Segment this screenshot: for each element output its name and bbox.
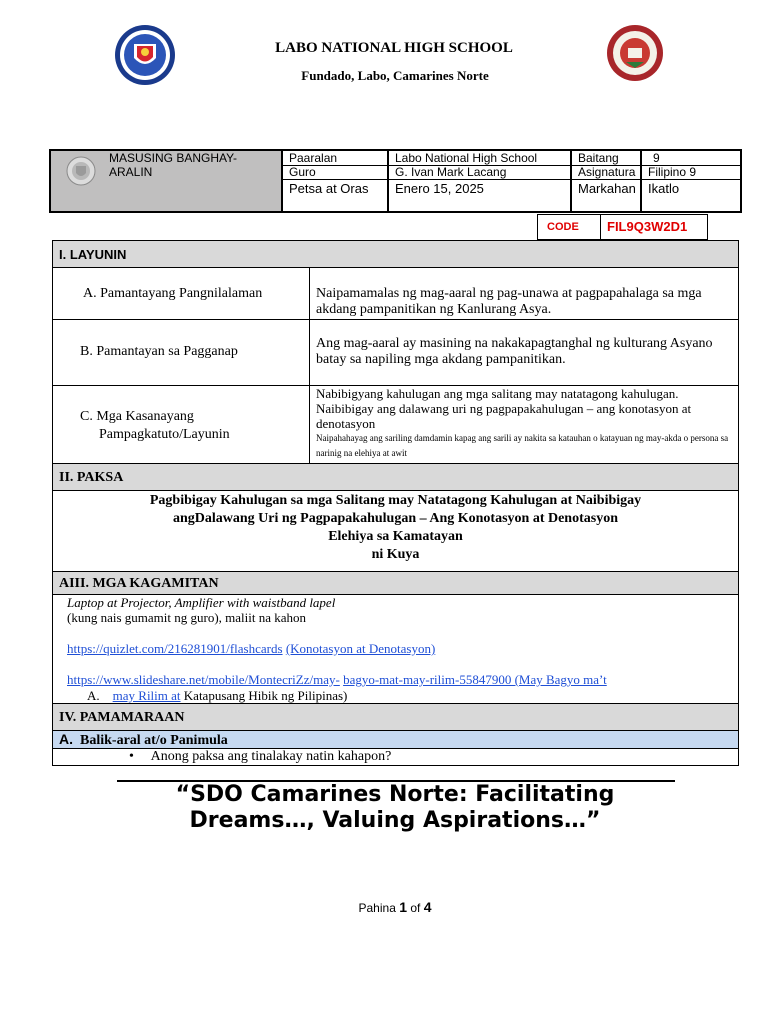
bullet-icon: • (129, 749, 134, 764)
pamamaraan-heading: IV. PAMAMARAAN (53, 704, 738, 731)
layunin-c-text-1: Nabibigyang kahulugan ang mga salitang may natatagong kahulugan. (316, 386, 679, 401)
slideshare-link-b[interactable]: bagyo-mat-may-rilim-55847900 (May Bagyo ma’t (343, 672, 607, 687)
balik-aral-question: Anong paksa ang tinalakay natin kahapon? (150, 749, 392, 764)
layunin-c-text (316, 386, 736, 461)
balik-aral-marker: A. (59, 731, 73, 747)
markahan-label: Markahan (578, 181, 636, 196)
baitang-value: 9 (653, 151, 660, 165)
paaralan-label: Paaralan (289, 151, 338, 165)
page-prefix: Pahina (358, 901, 400, 915)
layunin-c-text-3: Naipahahayag ang sariling damdamin kapag ang sarili ay nakita sa katauhan o katayuan ng may-akda o persona sa narinig na elehiya at awit (316, 433, 729, 458)
page-number (0, 899, 768, 915)
petsa-value: Enero 15, 2025 (395, 181, 484, 196)
layunin-c-label (53, 408, 336, 444)
motto-line-2: Dreams…, Valuing Aspirations…” (189, 808, 601, 833)
school-name: LABO NATIONAL HIGH SCHOOL (275, 40, 513, 56)
page-total: 4 (423, 899, 432, 915)
balik-aral-heading (53, 731, 738, 749)
guro-label: Guro (289, 165, 316, 179)
school-seal-icon (604, 24, 666, 82)
layunin-heading: I. LAYUNIN (53, 241, 738, 268)
layunin-c-label-line2: Pampagkatuto/Layunin (99, 427, 230, 442)
paksa-line-1: Pagbibigay Kahulugan sa mga Salitang may Natatagong Kahulugan at Naibibigay (149, 493, 642, 508)
lesson-plan-table (52, 240, 739, 766)
markahan-value: Ikatlo (648, 181, 680, 196)
paksa-content (53, 492, 738, 564)
deped-logo-icon (61, 155, 101, 187)
paaralan-value: Labo National High School (395, 151, 538, 165)
slideshare-link-c[interactable]: may Rilim at (112, 688, 181, 703)
layunin-a-label: A. Pamantayang Pangnilalaman (83, 286, 263, 301)
list-marker-a: A. (87, 688, 100, 703)
page-of: of (407, 901, 424, 915)
balik-aral-bullet (129, 749, 391, 764)
school-address: Fundado, Labo, Camarines Norte (301, 68, 489, 83)
motto-line-1: “SDO Camarines Norte: Facilitating (175, 782, 615, 807)
kagamitan-list-item-a (87, 688, 347, 703)
paksa-line-3: Elehiya sa Kamatayan (328, 529, 463, 544)
kagamitan-line-tail: Katapusang Hibik ng Pilipinas) (180, 688, 348, 703)
petsa-label: Petsa at Oras (289, 181, 369, 196)
kagamitan-line-1: Laptop at Projector, Amplifier with waistband lapel (67, 595, 336, 610)
layunin-c-text-2: Naibibigay ang dalawang uri ng pagpapakahulugan – ang konotasyon at denotasyon (316, 401, 692, 431)
baitang-label: Baitang (578, 151, 619, 165)
asignatura-label: Asignatura (578, 165, 636, 179)
kagamitan-line-2: (kung nais gumamit ng guro), maliit na kahon (67, 610, 307, 625)
code-label: CODE (537, 214, 601, 240)
balik-aral-title: Balik-aral at/o Panimula (80, 733, 228, 748)
layunin-a-text: Naipamamalas ng mag-aaral ng pag-unawa at pagpapahalaga sa mga akdang pampanitikan ng Kanlurang Asya. (316, 286, 702, 317)
page-current: 1 (399, 899, 407, 915)
lesson-title-cell (51, 151, 283, 211)
kagamitan-link-row-1 (67, 641, 435, 656)
quizlet-link[interactable]: https://quizlet.com/216281901/flashcards (67, 641, 283, 656)
paksa-heading: II. PAKSA (53, 464, 738, 491)
paksa-line-4: ni Kuya (371, 547, 420, 562)
kagamitan-heading: AIII. MGA KAGAMITAN (53, 572, 738, 595)
layunin-b-text: Ang mag-aaral ay masining na nakakapagtanghal ng kulturang Asyano batay sa napiling mga akdang pampanitikan. (316, 336, 713, 367)
layunin-c-label-line1: C. Mga Kasanayang (80, 409, 194, 424)
code-value: FIL9Q3W2D1 (600, 214, 708, 240)
lesson-info-table (49, 149, 742, 213)
division-motto (0, 782, 768, 834)
kagamitan-link-row-2 (67, 672, 607, 687)
layunin-b-label: B. Pamantayan sa Pagganap (80, 344, 238, 359)
slideshare-link-a[interactable]: https://www.slideshare.net/mobile/MontecriZz/may- (67, 672, 340, 687)
quizlet-link-note[interactable]: (Konotasyon at Denotasyon) (285, 641, 436, 656)
paksa-line-2: angDalawang Uri ng Pagpapakahulugan – Ang Konotasyon at Denotasyon (173, 511, 618, 526)
asignatura-value: Filipino 9 (648, 165, 697, 179)
lesson-info-grid (283, 151, 740, 211)
lesson-plan-title: MASUSING BANGHAY-ARALIN (109, 151, 238, 179)
guro-value: G. Ivan Mark Lacang (395, 165, 507, 179)
